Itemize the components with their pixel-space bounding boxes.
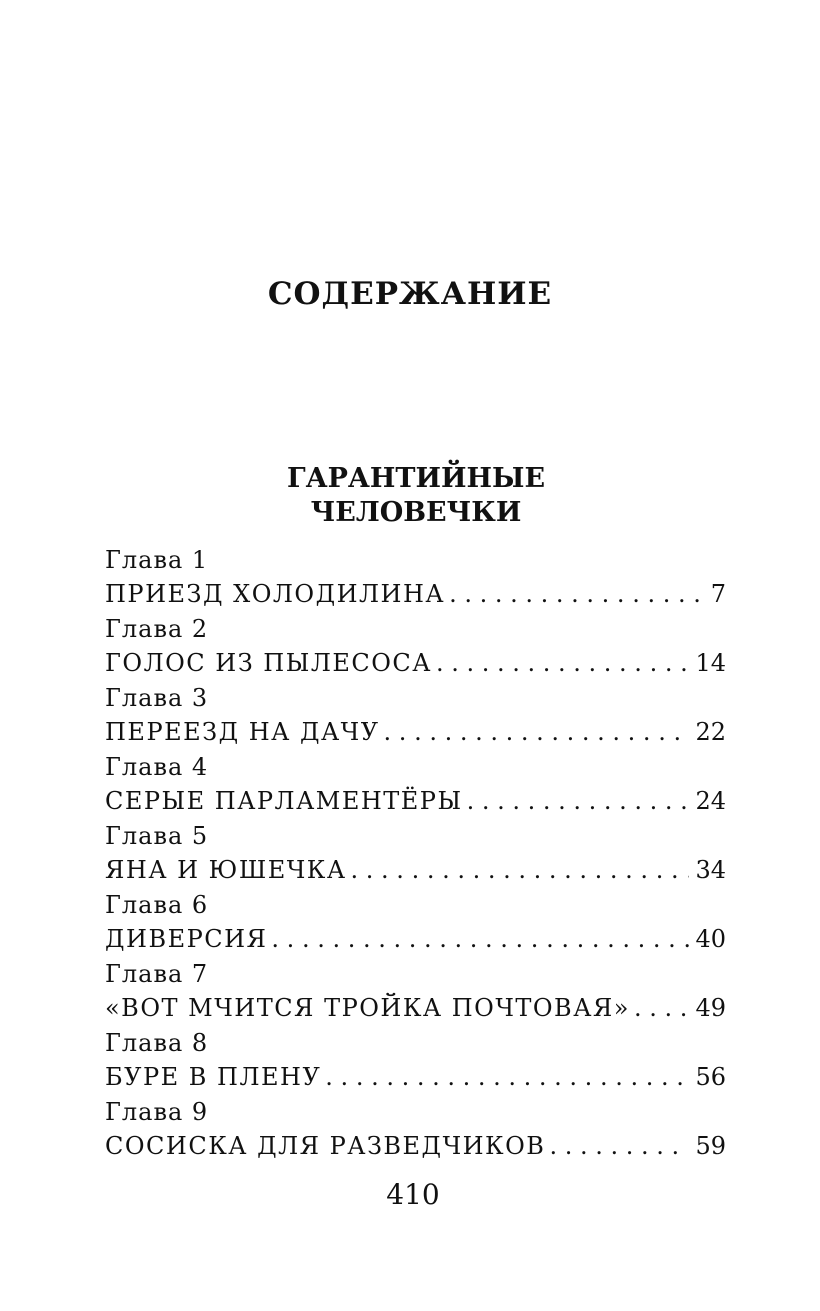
dot-leader — [380, 715, 690, 750]
table-of-contents — [105, 543, 726, 1164]
chapter-label: Глава 9 — [105, 1098, 209, 1126]
dot-leader — [545, 1129, 689, 1164]
dot-leader — [267, 922, 689, 957]
chapter-label: Глава 7 — [105, 960, 209, 988]
chapter-label: Глава 4 — [105, 753, 209, 781]
chapter-title[interactable]: ГОЛОС ИЗ ПЫЛЕСОСА — [105, 649, 432, 677]
toc-line — [105, 715, 726, 750]
toc-entry-6[interactable] — [105, 888, 726, 957]
dot-leader — [321, 1060, 689, 1095]
dot-leader — [630, 991, 690, 1026]
page-number: 40 — [695, 925, 726, 953]
chapter-title[interactable]: ПРИЕЗД ХОЛОДИЛИНА — [105, 580, 446, 608]
chapter-label: Глава 6 — [105, 891, 209, 919]
page-number: 34 — [695, 856, 726, 884]
page-title: СОДЕРЖАНИЕ — [267, 276, 553, 312]
chapter-title[interactable]: ЯНА И ЮШЕЧКА — [105, 856, 347, 884]
toc-line — [105, 646, 726, 681]
dot-leader — [445, 577, 700, 612]
chapter-title[interactable]: ДИВЕРСИЯ — [105, 925, 268, 953]
toc-entry-5[interactable] — [105, 819, 726, 888]
toc-entry-1[interactable] — [105, 543, 726, 612]
chapter-title[interactable]: «ВОТ МЧИТСЯ ТРОЙКА ПОЧТОВАЯ» — [105, 994, 630, 1022]
toc-line — [105, 577, 726, 612]
dot-leader — [432, 646, 690, 681]
page-number: 24 — [695, 787, 726, 815]
section-title-line-1: ГАРАНТИЙНЫЕ — [286, 463, 546, 494]
toc-entry-3[interactable] — [105, 681, 726, 750]
chapter-label: Глава 5 — [105, 822, 209, 850]
chapter-label: Глава 3 — [105, 684, 209, 712]
chapter-title[interactable]: СОСИСКА ДЛЯ РАЗВЕДЧИКОВ — [105, 1132, 546, 1160]
page-folio-number: 410 — [386, 1178, 440, 1211]
dot-leader — [347, 853, 690, 888]
page-number: 14 — [695, 649, 726, 677]
page-number: 7 — [710, 580, 726, 608]
toc-entry-7[interactable] — [105, 957, 726, 1026]
chapter-title[interactable]: БУРЕ В ПЛЕНУ — [105, 1063, 322, 1091]
toc-entry-8[interactable] — [105, 1026, 726, 1095]
toc-line — [105, 1129, 726, 1164]
chapter-label: Глава 8 — [105, 1029, 209, 1057]
toc-line — [105, 1060, 726, 1095]
section-title — [0, 462, 820, 530]
toc-line — [105, 853, 726, 888]
toc-line — [105, 922, 726, 957]
chapter-title[interactable]: СЕРЫЕ ПАРЛАМЕНТЁРЫ — [105, 787, 463, 815]
toc-line — [105, 784, 726, 819]
chapter-label: Глава 2 — [105, 615, 209, 643]
toc-entry-4[interactable] — [105, 750, 726, 819]
page-number: 59 — [695, 1132, 726, 1160]
page-number: 22 — [695, 718, 726, 746]
dot-leader — [463, 784, 690, 819]
chapter-title[interactable]: ПЕРЕЕЗД НА ДАЧУ — [105, 718, 380, 746]
toc-entry-9[interactable] — [105, 1095, 726, 1164]
chapter-label: Глава 1 — [105, 546, 209, 574]
page-number: 49 — [695, 994, 726, 1022]
toc-line — [105, 991, 726, 1026]
toc-entry-2[interactable] — [105, 612, 726, 681]
section-title-line-2: ЧЕЛОВЕЧКИ — [310, 497, 522, 528]
page-number: 56 — [695, 1063, 726, 1091]
